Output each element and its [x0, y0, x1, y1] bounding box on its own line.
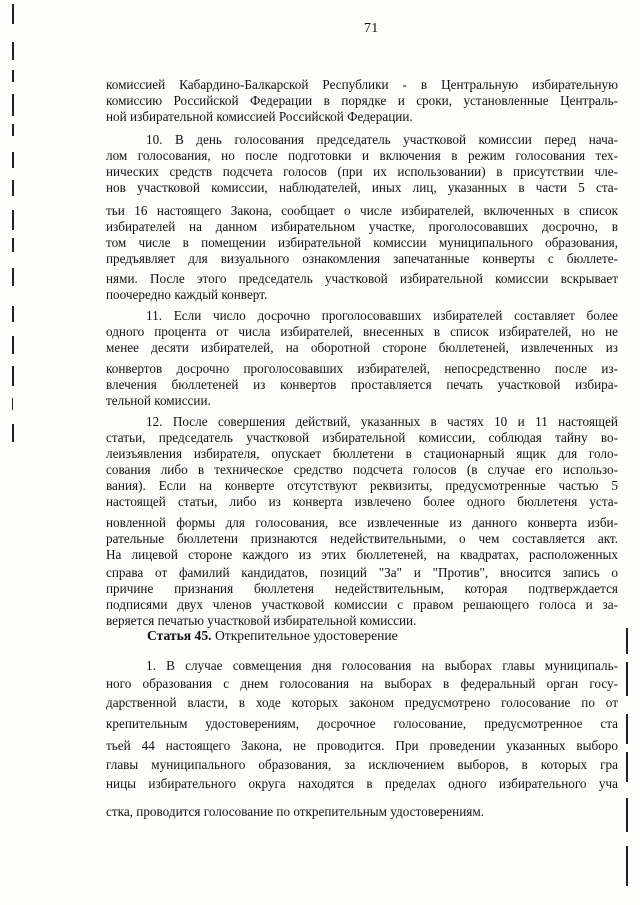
scan-mark	[12, 42, 14, 60]
scan-mark	[626, 662, 628, 696]
scan-mark	[12, 366, 14, 386]
text-line: главы муниципального образования, за исключением выборов, в которых гра	[106, 757, 618, 772]
page-number: 71	[364, 21, 379, 36]
text-line: том числе в помещении избирательной комиссии муниципального образования,	[106, 235, 618, 250]
scan-mark	[626, 798, 628, 832]
text-line: ницы избирательного округа находятся в пределах одного избирательного уча	[106, 776, 618, 791]
text-line: крепительным удостоверениям, досрочное голосование, предусмотренное ста	[106, 716, 618, 731]
text-line: комиссию Российской Федерации в порядке и сроки, установленные Централь-	[106, 93, 618, 108]
scan-mark	[12, 210, 14, 230]
text-line: тельной комиссии.	[106, 393, 211, 408]
text-line: нов участковой комиссии, наблюдателей, иных лиц, указанных в части 5 ста-	[106, 180, 618, 195]
text-line: ной избирательной комиссией Российской Федерации.	[106, 109, 413, 124]
text-line: комиссией Кабардино-Балкарской Республики - в Центральную избирательную	[106, 77, 618, 92]
article-label: Статья 45.	[147, 628, 212, 643]
text-line: 11. Если число досрочно проголосовавших избирателей составляет более	[146, 308, 618, 323]
text-line: тьи 16 настоящего Закона, сообщает о числе избирателей, включенных в список	[106, 203, 618, 218]
text-line: избирателей на данном избирательном участке, проголосовавших досрочно, в	[106, 219, 618, 234]
text-line: тьей 44 настоящего Закона, не проводится. При проведении указанных выборо	[106, 738, 618, 753]
text-line: настоящей статьи, либо из конверта извлечено более одного бюллетеня уста-	[106, 494, 618, 509]
text-line: нических средств подсчета голосов (при их использовании) в присутствии чле-	[106, 164, 618, 179]
scan-mark	[12, 306, 14, 322]
text-line: предъявляет для визуального ознакомления запечатанные конверты с бюллете-	[106, 251, 618, 266]
text-line: рательные бюллетени признаются недействительными, о чем составляется акт.	[106, 531, 618, 546]
scan-mark	[12, 70, 14, 82]
text-line: подписями двух членов участковой комиссии с правом решающего голоса и за-	[106, 597, 618, 612]
scan-mark	[12, 336, 14, 354]
text-line: влечения бюллетеней из конвертов проставляется печать участковой избира-	[106, 377, 618, 392]
text-line: вания). Если на конверте отсутствуют реквизиты, предусмотренные частью 5	[106, 478, 618, 493]
text-line: 1. В случае совмещения дня голосования на выборах главы муниципаль-	[146, 658, 618, 673]
text-line: справа от фамилий кандидатов, позиций "За" и "Против", вносится запись о	[106, 565, 618, 580]
scan-mark	[12, 238, 14, 252]
scan-mark	[12, 4, 14, 24]
scan-mark	[12, 152, 14, 168]
text-line: менее десяти избирателей, на оборотной стороне бюллетеней, извлеченных из	[106, 340, 618, 355]
text-line: причине признания бюллетеня недействительным, которая подтверждается	[106, 581, 618, 596]
text-line: веряется печатью участковой избирательной комиссии.	[106, 613, 417, 628]
text-line: На лицевой стороне каждого из этих бюллетеней, на квадратах, расположенных	[106, 547, 618, 562]
text-line: статьи, председатель участковой избирательной комиссии, соблюдая тайну во-	[106, 430, 618, 445]
scan-mark	[626, 714, 628, 744]
text-line: нями. После этого председатель участковой избирательной комиссии вскрывает	[106, 271, 618, 286]
article-title: Открепительное удостоверение	[211, 628, 398, 643]
text-line: новленной формы для голосования, все извлеченные из данного конверта изби-	[106, 515, 618, 530]
scan-mark	[626, 752, 628, 782]
scan-mark	[12, 424, 14, 442]
text-line: 12. После совершения действий, указанных в частях 10 и 11 настоящей	[146, 414, 618, 429]
article-heading	[147, 628, 398, 644]
text-line: одного процента от числа избирателей, внесенных в список избирателей, но не	[106, 324, 618, 339]
text-line: конвертов досрочно проголосовавших избирателей, непосредственно после из-	[106, 361, 618, 376]
scan-mark	[12, 398, 13, 410]
scan-mark	[12, 124, 14, 136]
text-line: поочередно каждый конверт.	[106, 287, 268, 302]
text-line: дарственной власти, в ходе которых законом предусмотрено голосование по от	[106, 695, 618, 710]
text-line: сования либо в техническое средство подсчета голосов (в случае его использо-	[106, 462, 618, 477]
scan-mark	[626, 628, 628, 654]
scan-mark	[626, 846, 628, 886]
text-line: 10. В день голосования председатель участковой комиссии перед нача-	[146, 132, 618, 147]
scan-mark	[12, 268, 14, 286]
scan-mark	[12, 94, 14, 116]
text-line: ного образования с днем голосования на выборах в федеральный орган госу-	[106, 676, 618, 691]
scan-mark	[12, 180, 14, 196]
text-line: лом голосования, но после подготовки и включения в режим голосования тех-	[106, 148, 618, 163]
text-line: леизъявления избирателя, опускает бюллетени в стационарный ящик для голо-	[106, 446, 618, 461]
text-line: стка, проводится голосование по открепительным удостоверениям.	[106, 804, 484, 819]
